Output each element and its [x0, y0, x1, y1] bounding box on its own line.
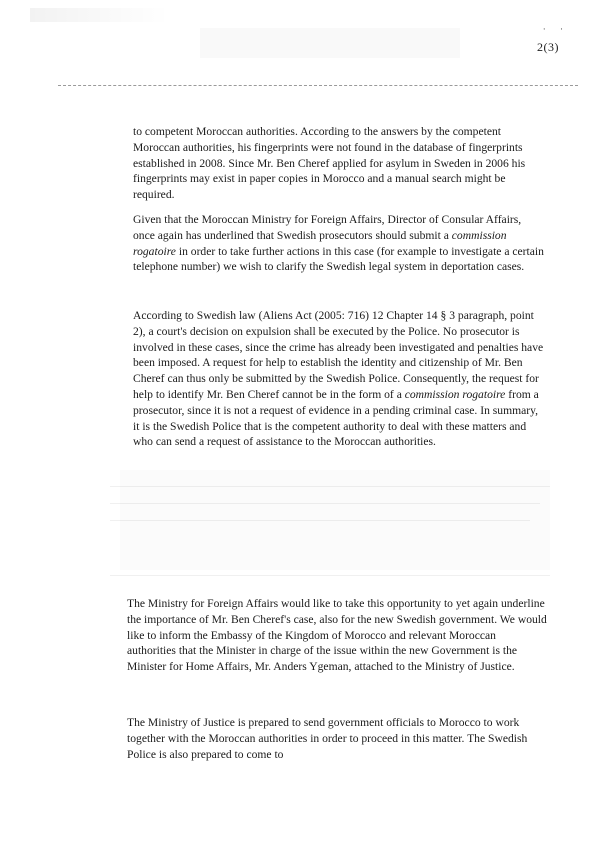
italic-term: commission rogatoire [404, 387, 506, 401]
scan-artifact [110, 486, 550, 487]
paragraph-swedish-law [133, 308, 545, 450]
paragraph-text: in order to take further actions in this case (for example to investigate a certain telephone number) we wish to clarify the Swedish legal system in deportation cases. [133, 244, 544, 274]
paragraph-commission-rogatoire [133, 212, 545, 275]
scan-artifact [200, 28, 460, 58]
paragraph-fingerprints: to competent Moroccan authorities. According to the answers by the competent Moroccan authorities, his fingerprints were not found in the database of fingerprints established in 2008. Since Mr. Ben Cheref applied for asylum in Sweden in 2006 his fingerprints may exist in paper copies in Morocco and a manual search might be required. [133, 125, 526, 202]
page-number: 2(3) [537, 40, 559, 54]
corner-marks: · · [542, 24, 569, 34]
paragraph-ministry-opportunity: The Ministry for Foreign Affairs would like to take this opportunity to yet again underline the importance of Mr. Ben Cheref's case, also for the new Swedish government. We would like to inform the Embassy of the Kingdom of Morocco and relevant Moroccan authorities that the Minister in charge of the issue within the new Government is the Minister for Home Affairs, Mr. Anders Ygeman, attached to the Ministry of Justice. [127, 597, 547, 674]
paragraph-ministry-justice: The Ministry of Justice is prepared to send government officials to Morocco to work together with the Moroccan authorities in order to proceed in this matter. The Swedish Police is also prepared to come to [127, 716, 528, 761]
page-header [0, 0, 595, 100]
paragraph-text: from a prosecutor, since it is not a request of evidence in a pending criminal case. In summary, it is the Swedish Police that is the competent authority to deal with these matters and who can send a request of assistance to the Moroccan authorities. [133, 387, 539, 449]
header-divider [58, 85, 578, 86]
scan-artifact [30, 8, 170, 22]
italic-term: commission rogatoire [133, 228, 507, 258]
paragraph-text: According to Swedish law (Aliens Act (2005: 716) 12 Chapter 14 § 3 paragraph, point 2), a court's decision on expulsion shall be executed by the Police. No prosecutor is involved in these cases, since the crime has already been investigated and penalties have been imposed. A request for help to establish the identity and citizenship of Mr. Ben Cheref can thus only be submitted by the Swedish Police. Consequently, the request for help to identify Mr. Ben Cheref cannot be in the form of a [133, 309, 544, 401]
scan-artifact [110, 575, 550, 576]
paragraph-text: Given that the Moroccan Ministry for Foreign Affairs, Director of Consular Affairs, once again has underlined that Swedish prosecutors should submit a [133, 213, 522, 242]
scan-artifact [110, 520, 530, 521]
scan-artifact [110, 503, 540, 504]
